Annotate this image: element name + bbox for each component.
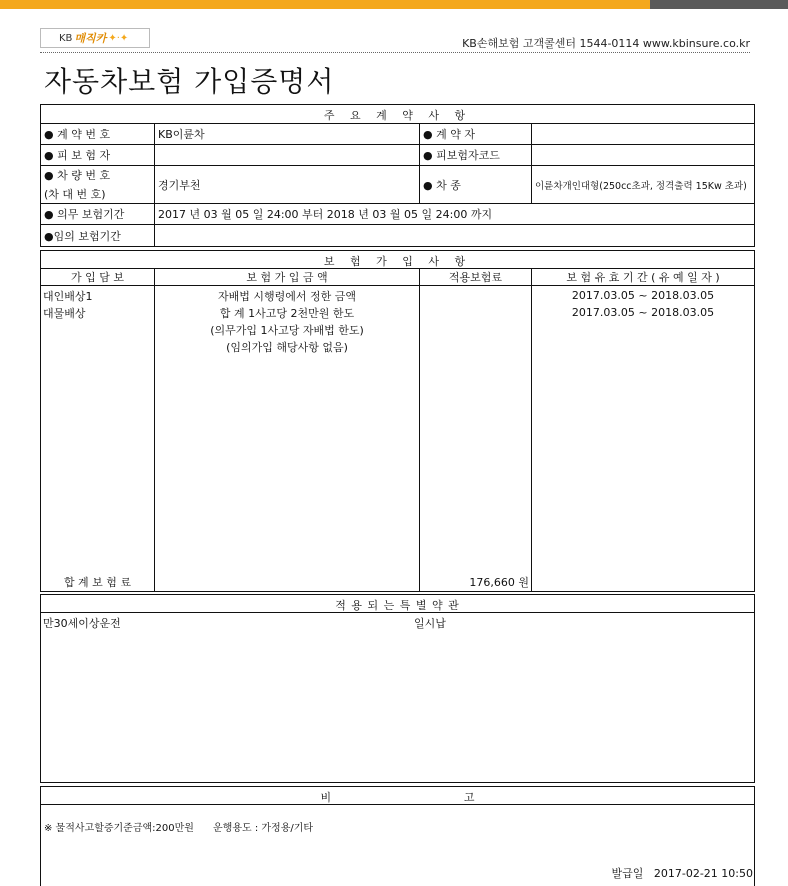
- optional-period-value: [155, 225, 753, 246]
- special-terms-header-row: [41, 595, 754, 613]
- coverage-note-row: [41, 338, 754, 355]
- kb-magic-car-logo: KB 매직카 ✦·✦: [40, 28, 150, 48]
- vehicle-no-value: 경기부천: [158, 178, 201, 192]
- contractor-label: ● 계 약 자: [423, 128, 475, 141]
- coverage-row: [41, 287, 754, 304]
- contract-row: [41, 124, 754, 145]
- vehicle-type-value: 이륜차개인대형(250cc초과, 정격출력 15Kw 초과): [535, 180, 747, 192]
- coverage-period: 2017.03.05 ~ 2018.03.05: [571, 306, 715, 319]
- special-terms-section-title: 적 용 되 는 특 별 약 관: [335, 599, 460, 612]
- remarks-section-title: 비 고: [320, 791, 475, 804]
- remarks-header-row: [41, 787, 754, 805]
- remarks-table: [40, 786, 755, 886]
- page-title: 자동차보험 가입증명서: [44, 65, 335, 98]
- optional-period-row: [41, 225, 754, 246]
- coverage-name: 대물배상: [43, 306, 86, 320]
- coverage-table: [40, 250, 755, 592]
- insured-value: [155, 145, 419, 165]
- remarks-note: ※ 물적사고할증기준금액:200만원 운행용도 : 가정용/기타: [44, 823, 314, 834]
- total-row: [41, 573, 754, 591]
- coverage-name: 대인배상1: [43, 289, 93, 303]
- contact-info: KB손해보험 고객콜센터 1544-0114 www.kbinsure.co.kr: [462, 37, 750, 50]
- issue-date: 발급일 2017-02-21 10:50: [611, 867, 753, 880]
- total-premium-value: 176,660 원: [469, 576, 529, 589]
- insured-code-value: [532, 145, 754, 165]
- special-term-item: 만30세이상운전: [43, 617, 121, 630]
- contract-no-value: KB이륜차: [158, 128, 205, 141]
- mandatory-period-label: ● 의무 보험기간: [44, 208, 125, 221]
- contract-no-label: ● 계 약 번 호: [44, 128, 111, 141]
- coverage-row: [41, 304, 754, 321]
- header-divider: [40, 52, 750, 53]
- coverage-period: 2017.03.05 ~ 2018.03.05: [571, 289, 715, 302]
- contractor-value: [532, 124, 754, 144]
- sparkle-icon: ✦·✦: [108, 32, 129, 44]
- insured-label: ● 피 보 험 자: [44, 149, 111, 162]
- mandatory-period-row: [41, 204, 754, 225]
- mandatory-period-value: 2017 년 03 월 05 일 24:00 부터 2018 년 03 월 05 일 24:00 까지: [158, 208, 493, 221]
- amount-note-mandatory: (의무가입 1사고당 자배법 한도): [210, 323, 364, 337]
- top-accent-bar-dark: [650, 0, 788, 9]
- coverage-column-headers: [41, 269, 754, 286]
- col-coverage: 가 입 담 보: [71, 271, 124, 284]
- col-period: 보 험 유 효 기 간 ( 유 예 일 자 ): [566, 271, 720, 284]
- special-terms-table: [40, 594, 755, 783]
- main-contract-header-row: [41, 105, 754, 124]
- coverage-amount: 자배법 시행령에서 정한 금액: [217, 289, 356, 303]
- total-premium-label: 합 계 보 험 료: [63, 576, 132, 589]
- insured-code-label: ● 피보험자코드: [423, 149, 500, 162]
- optional-period-label: ●임의 보험기간: [44, 229, 121, 243]
- vehicle-row: [41, 166, 754, 204]
- col-amount: 보 험 가 입 금 액: [246, 271, 328, 284]
- amount-note-optional: (임의가입 해당사항 없음): [226, 340, 348, 354]
- main-contract-table: [40, 104, 755, 247]
- coverage-amount: 합 계 1사고당 2천만원 한도: [219, 306, 355, 320]
- vehicle-type-label: ● 차 종: [423, 178, 461, 192]
- insured-row: [41, 145, 754, 166]
- vehicle-no-label: ● 차 량 번 호 (차 대 번 호): [44, 169, 111, 201]
- col-premium: 적용보험료: [448, 271, 503, 284]
- main-contract-section-title: 주 요 계 약 사 항: [323, 109, 472, 122]
- coverage-note-row: [41, 321, 754, 338]
- coverage-header-row: [41, 251, 754, 269]
- payment-method: 일시납: [414, 617, 446, 630]
- coverage-section-title: 보 험 가 입 사 항: [323, 255, 472, 268]
